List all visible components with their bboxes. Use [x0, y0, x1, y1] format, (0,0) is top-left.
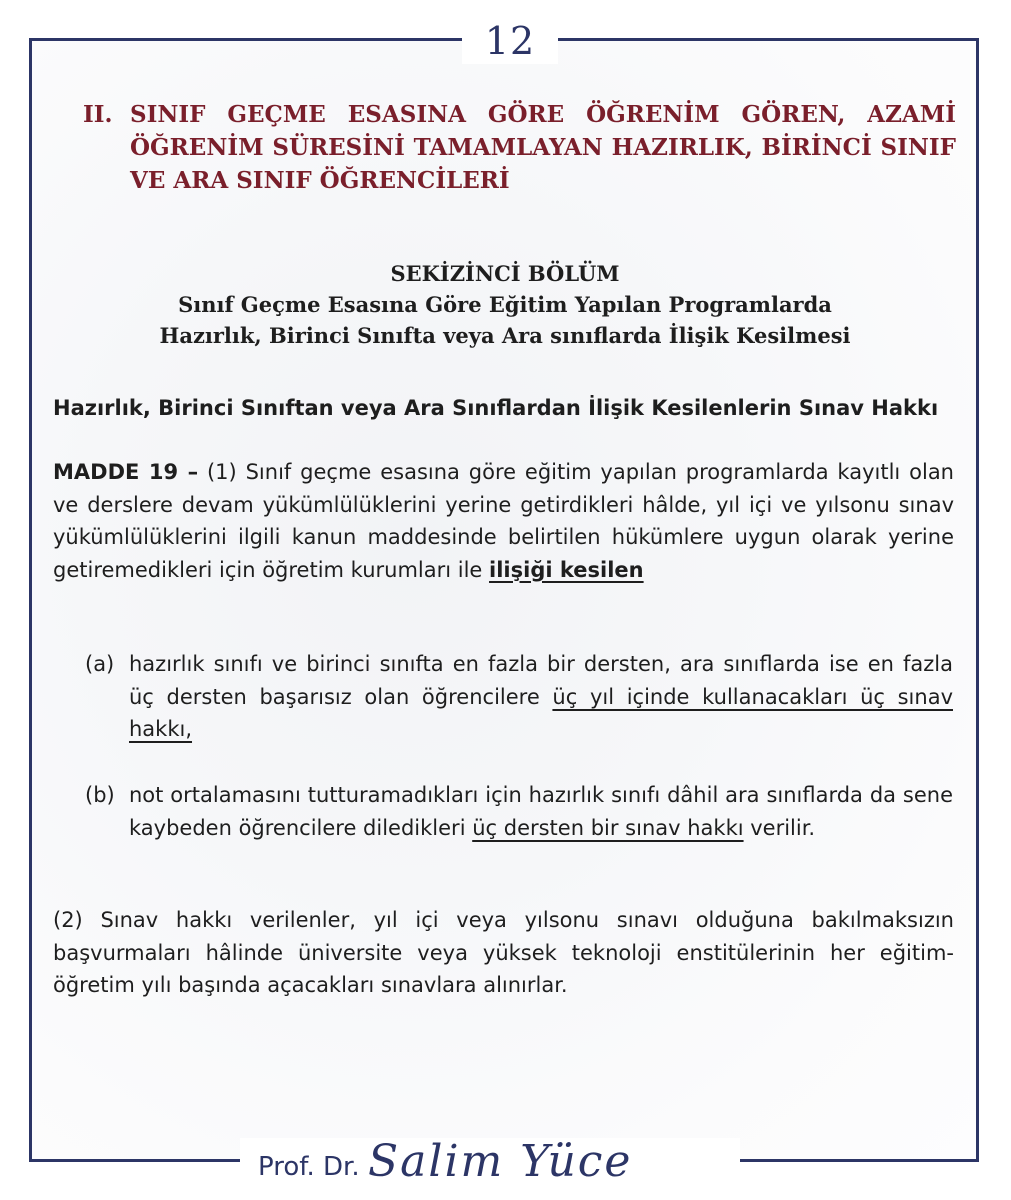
chapter-title-line1: Sınıf Geçme Esasına Göre Eğitim Yapılan Programlarda	[178, 292, 832, 317]
paragraph-1-emphasis: ilişiği kesilen	[489, 557, 644, 582]
article-paragraph-1	[53, 456, 954, 586]
list-item-a	[85, 648, 953, 746]
chapter-title-line2: Hazırlık, Birinci Sınıfta veya Ara sınıflarda İlişik Kesilmesi	[159, 323, 851, 348]
item-b-underlined: üç dersten bir sınav hakkı	[472, 815, 744, 840]
section-title: SINIF GEÇME ESASINA GÖRE ÖĞRENİM GÖREN, AZAMİ ÖĞRENİM SÜRESİNİ TAMAMLAYAN HAZIRLIK, BİRİNCİ SINIF VE ARA SINIF ÖĞRENCİLERİ	[130, 101, 956, 194]
paragraph-1-text: (1) Sınıf geçme esasına göre eğitim yapılan programlarda kayıtlı olan ve derslere devam yükümlülüklerini yerine getirdikleri hâlde, yıl içi ve yılsonu sınav yükümlülüklerini ilgili kanun maddesinde belirtilen hükümlere uygun olarak yerine getiremedikleri için öğretim kurumları ile	[53, 460, 954, 582]
item-a-underlined: üç yıl içinde kullanacakları üç sınav hakkı,	[129, 684, 953, 741]
page-number: 12	[462, 18, 558, 64]
article-paragraph-2: (2) Sınav hakkı verilenler, yıl içi veya yılsonu sınavı olduğuna bakılmaksızın başvurmaları hâlinde üniversite veya yüksek teknoloji enstitülerinin her eğitim-öğretim yılı başında açacakları sınavlara alınırlar.	[53, 908, 954, 997]
item-a-content	[129, 648, 953, 746]
signature-name: Salim Yüce	[368, 1136, 633, 1187]
item-b-content	[129, 779, 953, 844]
item-b-label: (b)	[85, 783, 115, 807]
item-b-tail: verilir.	[743, 815, 816, 840]
item-a-label: (a)	[85, 652, 115, 676]
chapter-heading	[55, 258, 955, 351]
chapter-label: SEKİZİNCİ BÖLÜM	[390, 261, 620, 286]
signature-prefix: Prof. Dr.	[258, 1152, 360, 1182]
signature	[240, 1138, 740, 1192]
list-item-b	[85, 779, 953, 844]
article-title: Hazırlık, Birinci Sınıftan veya Ara Sınıflardan İlişik Kesilenlerin Sınav Hakkı	[53, 396, 939, 420]
section-number: II.	[83, 101, 113, 128]
item-b-text: not ortalamasını tutturamadıkları için hazırlık sınıfı dâhil ara sınıflarda da sene kaybeden öğrencilere diledikleri	[129, 783, 953, 840]
item-a-text: hazırlık sınıfı ve birinci sınıfta en fazla bir dersten, ara sınıflarda ise en fazla üç dersten başarısız olan öğrencilere	[129, 652, 953, 709]
madde-label: MADDE 19 –	[53, 460, 199, 484]
